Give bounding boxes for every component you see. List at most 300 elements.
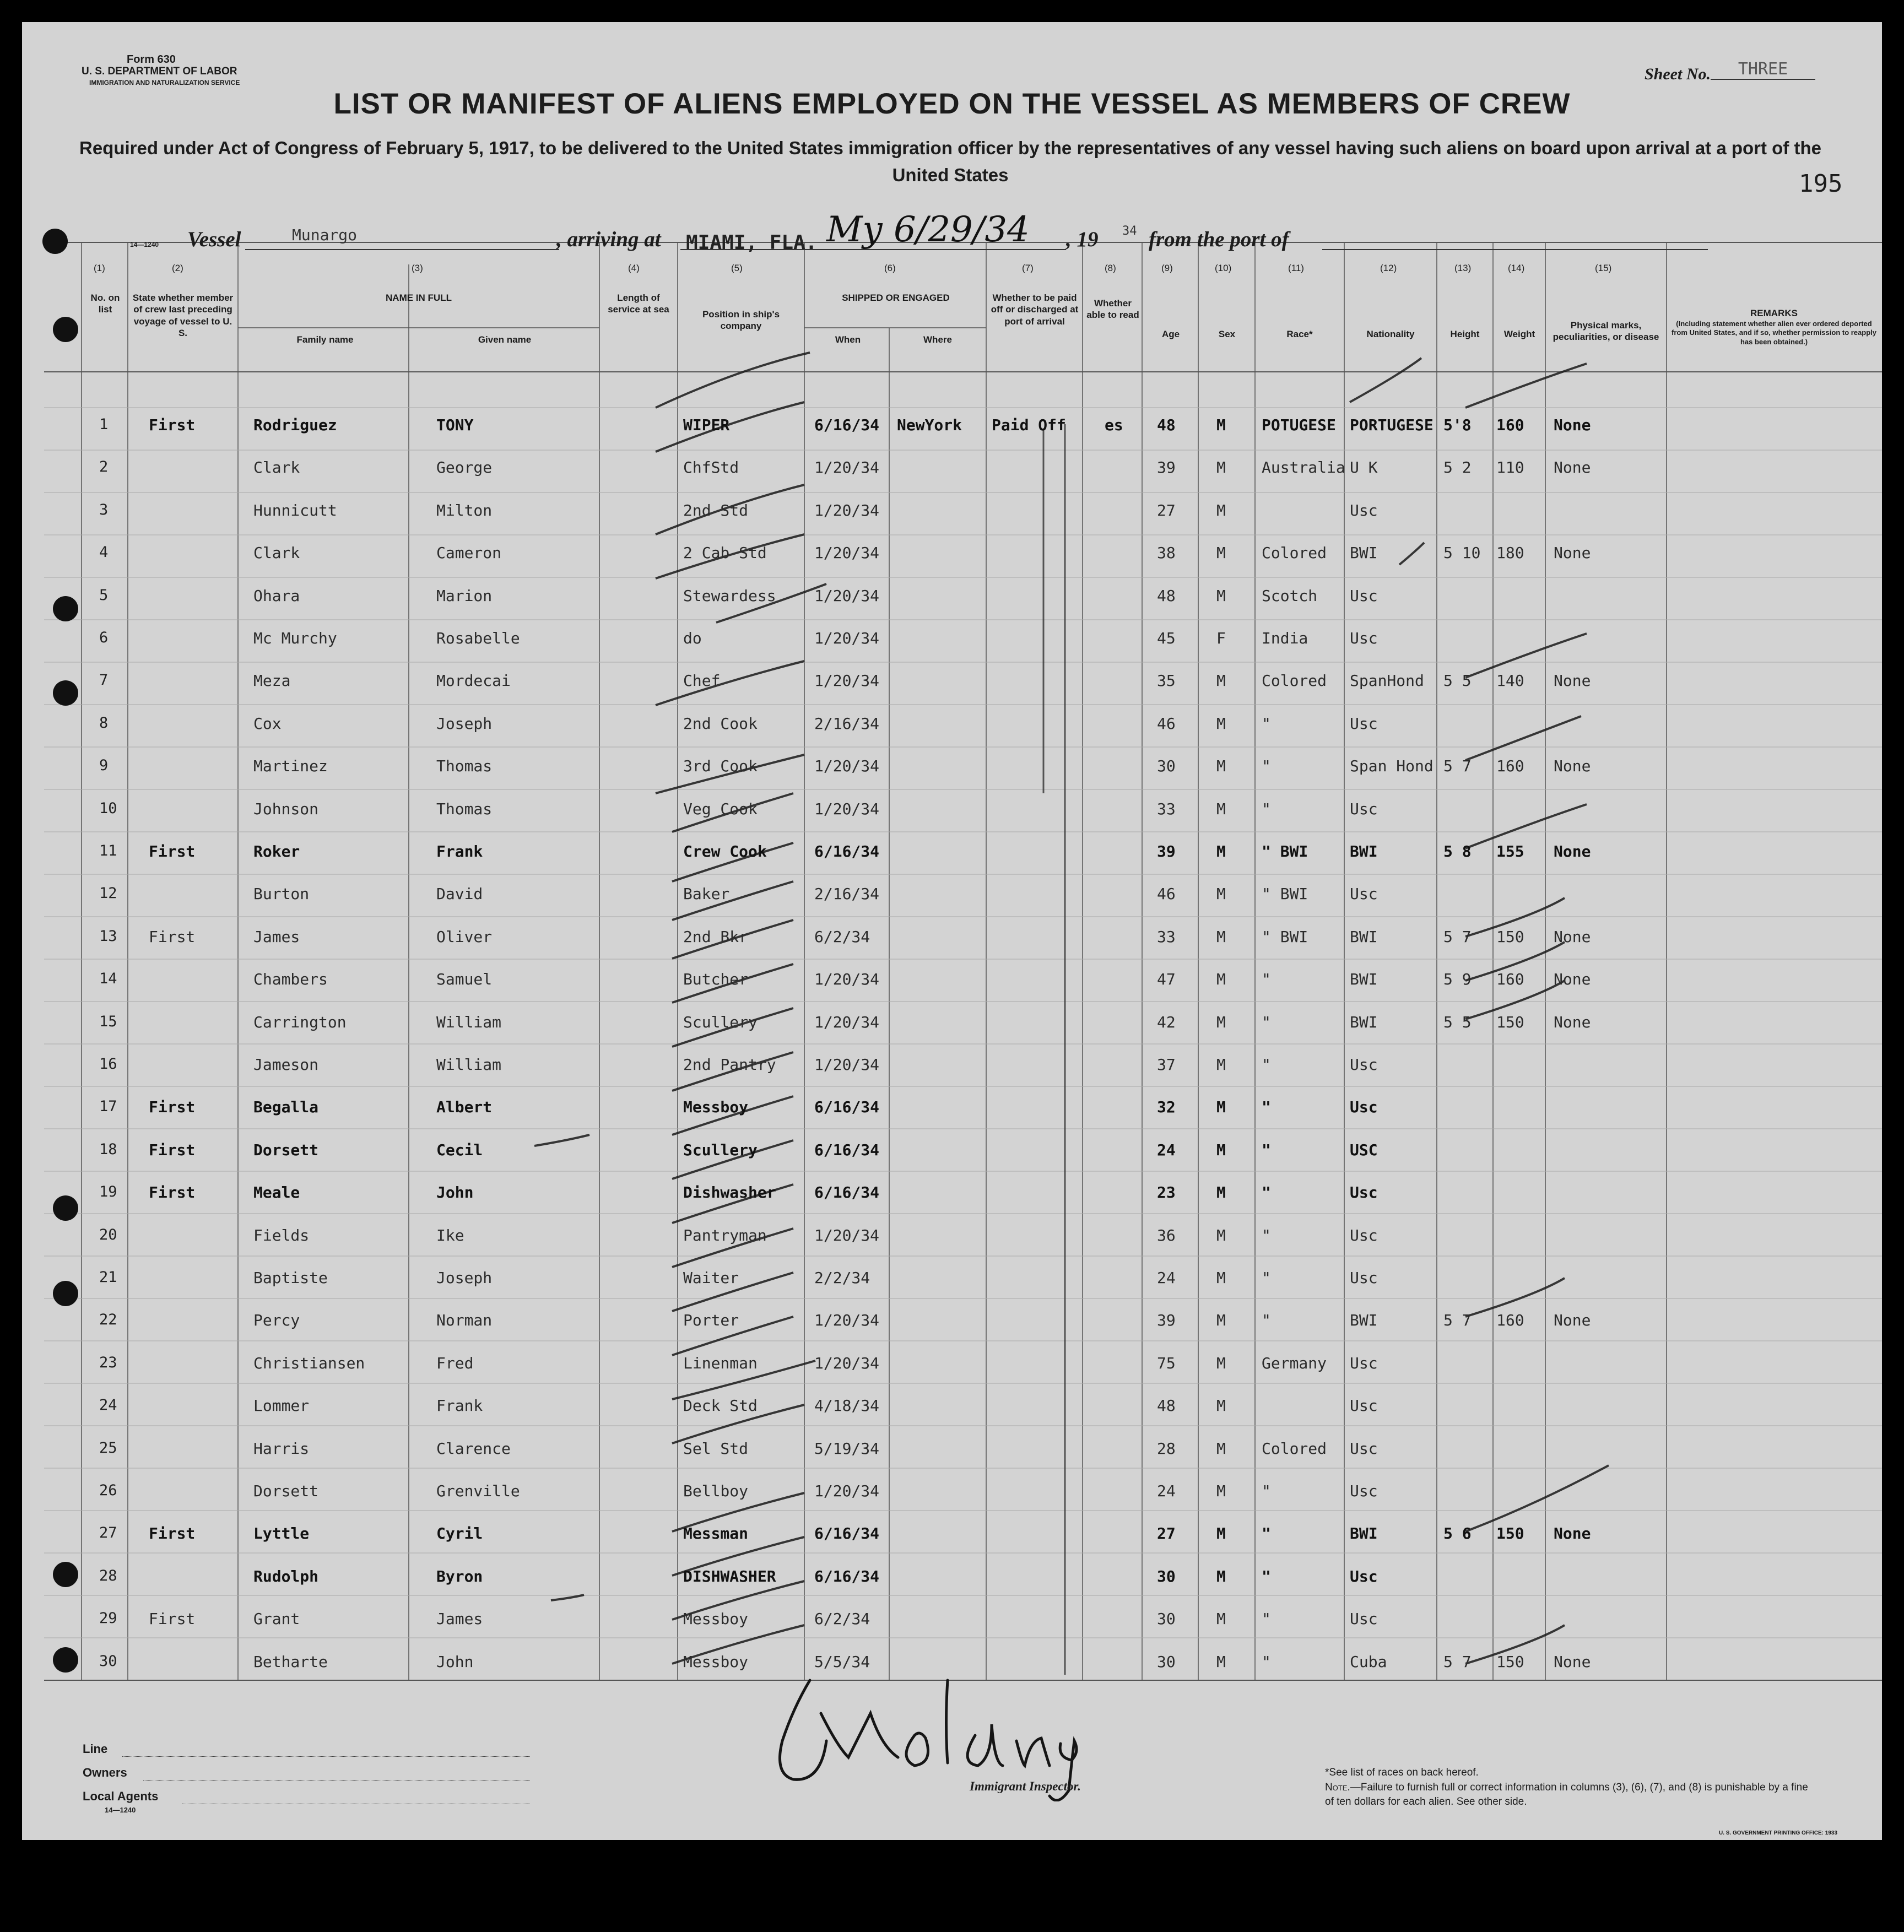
height-cell: 5 7 — [1443, 757, 1472, 776]
height-cell: 5 5 — [1443, 1013, 1472, 1031]
position-cell: WIPER — [683, 416, 730, 434]
given-name-cell: Joseph — [436, 714, 493, 733]
row-number: 18 — [99, 1140, 117, 1158]
given-name-cell: Marion — [436, 586, 493, 605]
given-name-cell: John — [436, 1183, 474, 1202]
sex-cell: M — [1216, 1013, 1226, 1031]
given-name-cell: George — [436, 458, 493, 477]
weight-cell: 150 — [1496, 927, 1524, 946]
position-cell: Messboy — [683, 1098, 749, 1117]
nationality-cell: BWI — [1350, 1013, 1378, 1031]
race-cell: " — [1262, 799, 1271, 818]
col-header-height: Height — [1450, 329, 1480, 339]
vessel-name: Munargo — [292, 226, 358, 244]
family-name-cell: Jameson — [253, 1056, 319, 1074]
race-cell: " — [1262, 1524, 1271, 1543]
nationality-cell: Usc — [1350, 1056, 1378, 1074]
race-cell: " — [1262, 757, 1271, 776]
race-cell: " — [1262, 1269, 1271, 1287]
race-cell: " — [1262, 1311, 1271, 1330]
row-number: 22 — [99, 1311, 117, 1329]
page-subtitle: Required under Act of Congress of February 5, 1917, to be delivered to the United States immigration officer by the representatives of any vessel having such aliens on board upon arrival at a port of the United States — [79, 138, 1821, 185]
service-label: IMMIGRATION AND NATURALIZATION SERVICE — [89, 79, 240, 86]
row-number: 23 — [99, 1354, 117, 1371]
sex-cell: M — [1216, 501, 1226, 519]
page-title: LIST OR MANIFEST OF ALIENS EMPLOYED ON THE VESSEL AS MEMBERS OF CREW — [333, 88, 1571, 120]
nationality-cell: Usc — [1350, 1397, 1378, 1415]
able-to-read-cell: es — [1105, 416, 1123, 434]
physical-marks-cell: None — [1554, 927, 1591, 946]
line-label: Line — [83, 1742, 108, 1756]
weight-cell: 150 — [1496, 1652, 1524, 1671]
row-number: 6 — [99, 629, 109, 646]
given-name-cell: Cecil — [436, 1140, 483, 1159]
age-cell: 46 — [1157, 885, 1176, 903]
prev-voyage-cell: First — [149, 1183, 196, 1202]
position-cell: Scullery — [683, 1013, 758, 1031]
sex-cell: M — [1216, 1397, 1226, 1415]
nationality-cell: Usc — [1350, 1354, 1378, 1372]
nationality-cell: Usc — [1350, 629, 1378, 647]
given-name-cell: Samuel — [436, 970, 493, 989]
form-code-top: 14—1240 — [130, 241, 159, 248]
arriving-label: , arriving at — [556, 228, 661, 251]
nationality-cell: Usc — [1350, 1098, 1378, 1117]
shipped-when-cell: 1/20/34 — [814, 672, 880, 690]
nationality-cell: Usc — [1350, 885, 1378, 903]
position-cell: Chef — [683, 672, 721, 690]
given-name-cell: David — [436, 885, 483, 903]
nationality-cell: Usc — [1350, 1183, 1378, 1202]
sex-cell: M — [1216, 416, 1226, 434]
position-cell: do — [683, 629, 702, 647]
row-number: 13 — [99, 927, 117, 945]
nationality-cell: BWI — [1350, 842, 1378, 861]
race-cell: Colored — [1262, 1439, 1327, 1458]
sex-cell: M — [1216, 1610, 1226, 1628]
nationality-cell: Usc — [1350, 1439, 1378, 1458]
physical-marks-cell: None — [1554, 416, 1591, 434]
family-name-cell: Clark — [253, 544, 300, 562]
row-number: 3 — [99, 501, 109, 518]
race-cell: Germany — [1262, 1354, 1327, 1372]
race-cell: " — [1262, 714, 1271, 733]
race-cell: " — [1262, 1056, 1271, 1074]
row-number: 25 — [99, 1439, 117, 1457]
printer-imprint: U. S. GOVERNMENT PRINTING OFFICE: 1933 — [1719, 1830, 1838, 1836]
family-name-cell: Martinez — [253, 757, 328, 776]
shipped-when-cell: 6/16/34 — [814, 1524, 880, 1543]
family-name-cell: Begalla — [253, 1098, 319, 1117]
shipped-when-cell: 1/20/34 — [814, 799, 880, 818]
row-number: 9 — [99, 757, 109, 775]
given-name-cell: Ike — [436, 1226, 464, 1244]
inspector-label: Immigrant Inspector. — [970, 1779, 1081, 1793]
family-name-cell: Ohara — [253, 586, 300, 605]
col-header-remarks-sub: (Including statement whether alien ever ordered deported from United States, and if so, whether permission to reapply has been obtained.) — [1671, 320, 1876, 346]
col-header-age: Age — [1161, 329, 1180, 339]
position-cell: ChfStd — [683, 458, 739, 477]
race-cell: " — [1262, 1013, 1271, 1031]
nationality-cell: BWI — [1350, 1524, 1378, 1543]
position-cell: Messman — [683, 1524, 749, 1543]
nationality-cell: BWI — [1350, 970, 1378, 989]
nationality-cell: Usc — [1350, 714, 1378, 733]
penalty-note — [1325, 1781, 1810, 1809]
age-cell: 47 — [1157, 970, 1176, 989]
weight-cell: 160 — [1496, 416, 1524, 434]
family-name-cell: Carrington — [253, 1013, 347, 1031]
vessel-line — [245, 249, 559, 250]
col-header-family: Family name — [296, 334, 354, 345]
row-number: 26 — [99, 1482, 117, 1499]
shipped-when-cell: 1/20/34 — [814, 544, 880, 562]
col-num-11: (11) — [1288, 263, 1304, 273]
binder-hole — [53, 1195, 78, 1221]
age-cell: 48 — [1157, 416, 1176, 434]
given-name-cell: John — [436, 1652, 474, 1671]
age-cell: 46 — [1157, 714, 1176, 733]
physical-marks-cell: None — [1554, 970, 1591, 989]
given-name-cell: Byron — [436, 1567, 483, 1585]
col-header-sex: Sex — [1218, 329, 1236, 339]
nationality-cell: Span Hond — [1350, 757, 1434, 776]
age-cell: 30 — [1157, 1652, 1176, 1671]
position-cell: 2nd Std — [683, 501, 749, 519]
shipped-when-cell: 2/16/34 — [814, 885, 880, 903]
position-cell: 2nd Bkr — [683, 927, 749, 946]
position-cell: 2nd Pantry — [683, 1056, 776, 1074]
race-cell: " BWI — [1262, 927, 1308, 946]
row-number: 7 — [99, 672, 109, 689]
age-cell: 42 — [1157, 1013, 1176, 1031]
row-number: 10 — [99, 799, 117, 817]
shipped-when-cell: 6/16/34 — [814, 416, 880, 434]
given-name-cell: Rosabelle — [436, 629, 520, 647]
col-num-14: (14) — [1508, 263, 1525, 273]
row-number: 29 — [99, 1610, 117, 1627]
height-cell: 5'8 — [1443, 416, 1472, 434]
note-label: Note. — [1325, 1782, 1350, 1793]
col-header-remarks: REMARKS — [1750, 308, 1798, 318]
age-cell: 75 — [1157, 1354, 1176, 1372]
position-cell: 3rd Cook — [683, 757, 758, 776]
family-name-cell: Lyttle — [253, 1524, 310, 1543]
col-header-paid-off: Whether to be paid off or discharged at port of arrival — [991, 293, 1079, 327]
given-name-cell: Thomas — [436, 757, 493, 776]
prev-voyage-cell: First — [149, 927, 196, 946]
row-number: 28 — [99, 1567, 117, 1584]
row-number: 5 — [99, 586, 109, 604]
age-cell: 24 — [1157, 1482, 1176, 1500]
given-name-cell: Fred — [436, 1354, 474, 1372]
family-name-cell: Clark — [253, 458, 300, 477]
weight-cell: 160 — [1496, 757, 1524, 776]
family-name-cell: Rodriguez — [253, 416, 337, 434]
family-name-cell: Meza — [253, 672, 291, 690]
row-number: 19 — [99, 1183, 117, 1201]
position-cell: Messboy — [683, 1652, 749, 1671]
height-cell: 5 2 — [1443, 458, 1472, 477]
form-number: Form 630 — [127, 53, 176, 66]
row-number: 30 — [99, 1652, 117, 1670]
given-name-cell: Norman — [436, 1311, 493, 1330]
given-name-cell: William — [436, 1056, 502, 1074]
nationality-cell: Usc — [1350, 1567, 1378, 1585]
col-header-weight: Weight — [1503, 329, 1535, 339]
age-cell: 37 — [1157, 1056, 1176, 1074]
sex-cell: M — [1216, 672, 1226, 690]
shipped-when-cell: 2/2/34 — [814, 1269, 870, 1287]
position-cell: Dishwasher — [683, 1183, 776, 1202]
nationality-cell: Usc — [1350, 1610, 1378, 1628]
shipped-when-cell: 6/16/34 — [814, 1140, 880, 1159]
col-header-when: When — [835, 334, 861, 345]
shipped-when-cell: 2/16/34 — [814, 714, 880, 733]
family-name-cell: Harris — [253, 1439, 310, 1458]
given-name-cell: William — [436, 1013, 502, 1031]
shipped-when-cell: 1/20/34 — [814, 757, 880, 776]
position-cell: 2nd Cook — [683, 714, 758, 733]
family-name-cell: Percy — [253, 1311, 300, 1330]
age-cell: 48 — [1157, 586, 1176, 605]
col-header-shipped: SHIPPED OR ENGAGED — [842, 293, 950, 303]
shipped-when-cell: 1/20/34 — [814, 629, 880, 647]
col-num-7: (7) — [1022, 263, 1034, 273]
shipped-when-cell: 1/20/34 — [814, 1354, 880, 1372]
sex-cell: M — [1216, 842, 1226, 861]
shipped-when-cell: 4/18/34 — [814, 1397, 880, 1415]
family-name-cell: Meale — [253, 1183, 300, 1202]
race-cell: " BWI — [1262, 885, 1308, 903]
position-cell: Linenman — [683, 1354, 758, 1372]
age-cell: 24 — [1157, 1269, 1176, 1287]
given-name-cell: Albert — [436, 1098, 493, 1117]
family-name-cell: Fields — [253, 1226, 310, 1244]
family-name-cell: Grant — [253, 1610, 300, 1628]
given-name-cell: Thomas — [436, 799, 493, 818]
binder-hole — [53, 317, 78, 342]
race-cell: POTUGESE — [1262, 416, 1336, 434]
col-header-read: Whether able to read — [1086, 298, 1139, 321]
nationality-cell: BWI — [1350, 1311, 1378, 1330]
shipped-when-cell: 1/20/34 — [814, 1013, 880, 1031]
shipped-when-cell: 6/2/34 — [814, 1610, 870, 1628]
nationality-cell: BWI — [1350, 544, 1378, 562]
shipped-when-cell: 1/20/34 — [814, 970, 880, 989]
height-cell: 5 7 — [1443, 1311, 1472, 1330]
age-cell: 30 — [1157, 1610, 1176, 1628]
age-cell: 39 — [1157, 1311, 1176, 1330]
race-cell: Australia — [1262, 458, 1345, 477]
race-cell: " — [1262, 1183, 1271, 1202]
position-cell: Porter — [683, 1311, 739, 1330]
prev-voyage-cell: First — [149, 416, 196, 434]
nationality-cell: USC — [1350, 1140, 1378, 1159]
sex-cell: M — [1216, 1524, 1226, 1543]
sex-cell: M — [1216, 1311, 1226, 1330]
nationality-cell: U K — [1350, 458, 1378, 477]
department-label: U. S. DEPARTMENT OF LABOR — [82, 66, 237, 77]
sex-cell: M — [1216, 1140, 1226, 1159]
year-label: , 19 — [1066, 228, 1099, 251]
race-cell: Scotch — [1262, 586, 1318, 605]
physical-marks-cell: None — [1554, 1652, 1591, 1671]
given-name-cell: Frank — [436, 842, 483, 861]
shipped-when-cell: 6/16/34 — [814, 1098, 880, 1117]
from-port-label: from the port of — [1149, 228, 1289, 251]
sex-cell: M — [1216, 1482, 1226, 1500]
race-cell: " — [1262, 1482, 1271, 1500]
col-num-9: (9) — [1161, 263, 1173, 273]
row-number: 1 — [99, 416, 109, 433]
physical-marks-cell: None — [1554, 544, 1591, 562]
col-header-prev-voyage: State whether member of crew last preceding voyage of vessel to U. S. — [132, 293, 234, 338]
sex-cell: M — [1216, 1354, 1226, 1372]
col-header-no: No. on list — [90, 293, 120, 315]
race-cell: " — [1262, 1610, 1271, 1628]
inspector-signature — [716, 1647, 1102, 1801]
age-cell: 36 — [1157, 1226, 1176, 1244]
family-name-cell: Lommer — [253, 1397, 310, 1415]
given-name-cell: Oliver — [436, 927, 493, 946]
position-cell: Butcher — [683, 970, 749, 989]
weight-cell: 160 — [1496, 970, 1524, 989]
sex-cell: M — [1216, 1098, 1226, 1117]
family-name-cell: Burton — [253, 885, 310, 903]
page-number: 195 — [1799, 170, 1843, 198]
prev-voyage-cell: First — [149, 1140, 196, 1159]
row-number: 4 — [99, 544, 109, 561]
col-header-race: Race* — [1286, 329, 1313, 339]
given-name-cell: Grenville — [436, 1482, 520, 1500]
nationality-cell: PORTUGESE — [1350, 416, 1434, 434]
family-name-cell: Chambers — [253, 970, 328, 989]
shipped-when-cell: 1/20/34 — [814, 1311, 880, 1330]
sex-cell: M — [1216, 885, 1226, 903]
col-num-4: (4) — [628, 263, 640, 273]
row-number: 15 — [99, 1013, 117, 1030]
family-name-cell: Johnson — [253, 799, 319, 818]
age-cell: 33 — [1157, 927, 1176, 946]
sex-cell: M — [1216, 1652, 1226, 1671]
local-agents-label: Local Agents — [83, 1789, 159, 1803]
shipped-when-cell: 1/20/34 — [814, 1226, 880, 1244]
race-cell: " — [1262, 1567, 1271, 1585]
nationality-cell: Cuba — [1350, 1652, 1387, 1671]
age-cell: 35 — [1157, 672, 1176, 690]
col-num-10: (10) — [1215, 263, 1232, 273]
sex-cell: M — [1216, 970, 1226, 989]
position-cell: Deck Std — [683, 1397, 758, 1415]
age-cell: 48 — [1157, 1397, 1176, 1415]
weight-cell: 150 — [1496, 1013, 1524, 1031]
position-cell: Veg Cook — [683, 799, 758, 818]
age-cell: 27 — [1157, 501, 1176, 519]
owners-label: Owners — [83, 1766, 127, 1779]
col-header-position: Position in ship's company — [702, 309, 780, 332]
race-cell: " — [1262, 1098, 1271, 1117]
position-cell: 2 Cab Std — [683, 544, 767, 562]
sex-cell: M — [1216, 799, 1226, 818]
col-num-2: (2) — [172, 263, 183, 273]
height-cell: 5 5 — [1443, 672, 1472, 690]
family-name-cell: Cox — [253, 714, 282, 733]
shipped-when-cell: 6/16/34 — [814, 1567, 880, 1585]
weight-cell: 140 — [1496, 672, 1524, 690]
shipped-when-cell: 6/16/34 — [814, 1183, 880, 1202]
height-cell: 5 9 — [1443, 970, 1472, 989]
shipped-when-cell: 1/20/34 — [814, 1056, 880, 1074]
prev-voyage-cell: First — [149, 1610, 196, 1628]
weight-cell: 155 — [1496, 842, 1524, 861]
col-num-8: (8) — [1105, 263, 1116, 273]
sheet-number-value: THREE — [1711, 59, 1815, 80]
given-name-cell: James — [436, 1610, 483, 1628]
family-name-cell: Baptiste — [253, 1269, 328, 1287]
given-name-cell: Frank — [436, 1397, 483, 1415]
age-cell: 24 — [1157, 1140, 1176, 1159]
family-name-cell: Betharte — [253, 1652, 328, 1671]
shipped-when-cell: 1/20/34 — [814, 501, 880, 519]
nationality-cell: Usc — [1350, 1482, 1378, 1500]
sex-cell: M — [1216, 1439, 1226, 1458]
binder-hole — [53, 680, 78, 706]
sex-cell: M — [1216, 714, 1226, 733]
physical-marks-cell: None — [1554, 757, 1591, 776]
col-header-name: NAME IN FULL — [386, 293, 452, 303]
physical-marks-cell: None — [1554, 1311, 1591, 1330]
physical-marks-cell: None — [1554, 1524, 1591, 1543]
weight-cell: 180 — [1496, 544, 1524, 562]
weight-cell: 160 — [1496, 1311, 1524, 1330]
height-cell: 5 10 — [1443, 544, 1481, 562]
row-number: 8 — [99, 714, 109, 732]
vessel-label: Vessel — [187, 228, 241, 251]
nationality-cell: Usc — [1350, 1269, 1378, 1287]
races-footnote: *See list of races on back hereof. — [1325, 1767, 1479, 1778]
given-name-cell: Cameron — [436, 544, 502, 562]
row-number: 14 — [99, 970, 117, 988]
sheet-number-label: Sheet No. — [1645, 65, 1711, 83]
age-cell: 39 — [1157, 458, 1176, 477]
sex-cell: M — [1216, 586, 1226, 605]
col-header-nationality: Nationality — [1366, 329, 1415, 339]
age-cell: 30 — [1157, 757, 1176, 776]
position-cell: Stewardess — [683, 586, 776, 605]
prev-voyage-cell: First — [149, 842, 196, 861]
given-name-cell: Milton — [436, 501, 493, 519]
physical-marks-cell: None — [1554, 1013, 1591, 1031]
sex-cell: M — [1216, 1269, 1226, 1287]
race-cell: India — [1262, 629, 1308, 647]
age-cell: 27 — [1157, 1524, 1176, 1543]
physical-marks-cell: None — [1554, 458, 1591, 477]
nationality-cell: Usc — [1350, 1226, 1378, 1244]
row-number: 20 — [99, 1226, 117, 1243]
year-value: 34 — [1122, 224, 1137, 238]
nationality-cell: SpanHond — [1350, 672, 1424, 690]
col-num-3: (3) — [412, 263, 423, 273]
nationality-cell: Usc — [1350, 501, 1378, 519]
col-header-given: Given name — [478, 334, 532, 345]
shipped-when-cell: 5/19/34 — [814, 1439, 880, 1458]
binder-hole — [53, 1647, 78, 1673]
race-cell: Colored — [1262, 544, 1327, 562]
given-name-cell: Cyril — [436, 1524, 483, 1543]
race-cell: " — [1262, 1140, 1271, 1159]
binder-hole — [42, 229, 68, 254]
